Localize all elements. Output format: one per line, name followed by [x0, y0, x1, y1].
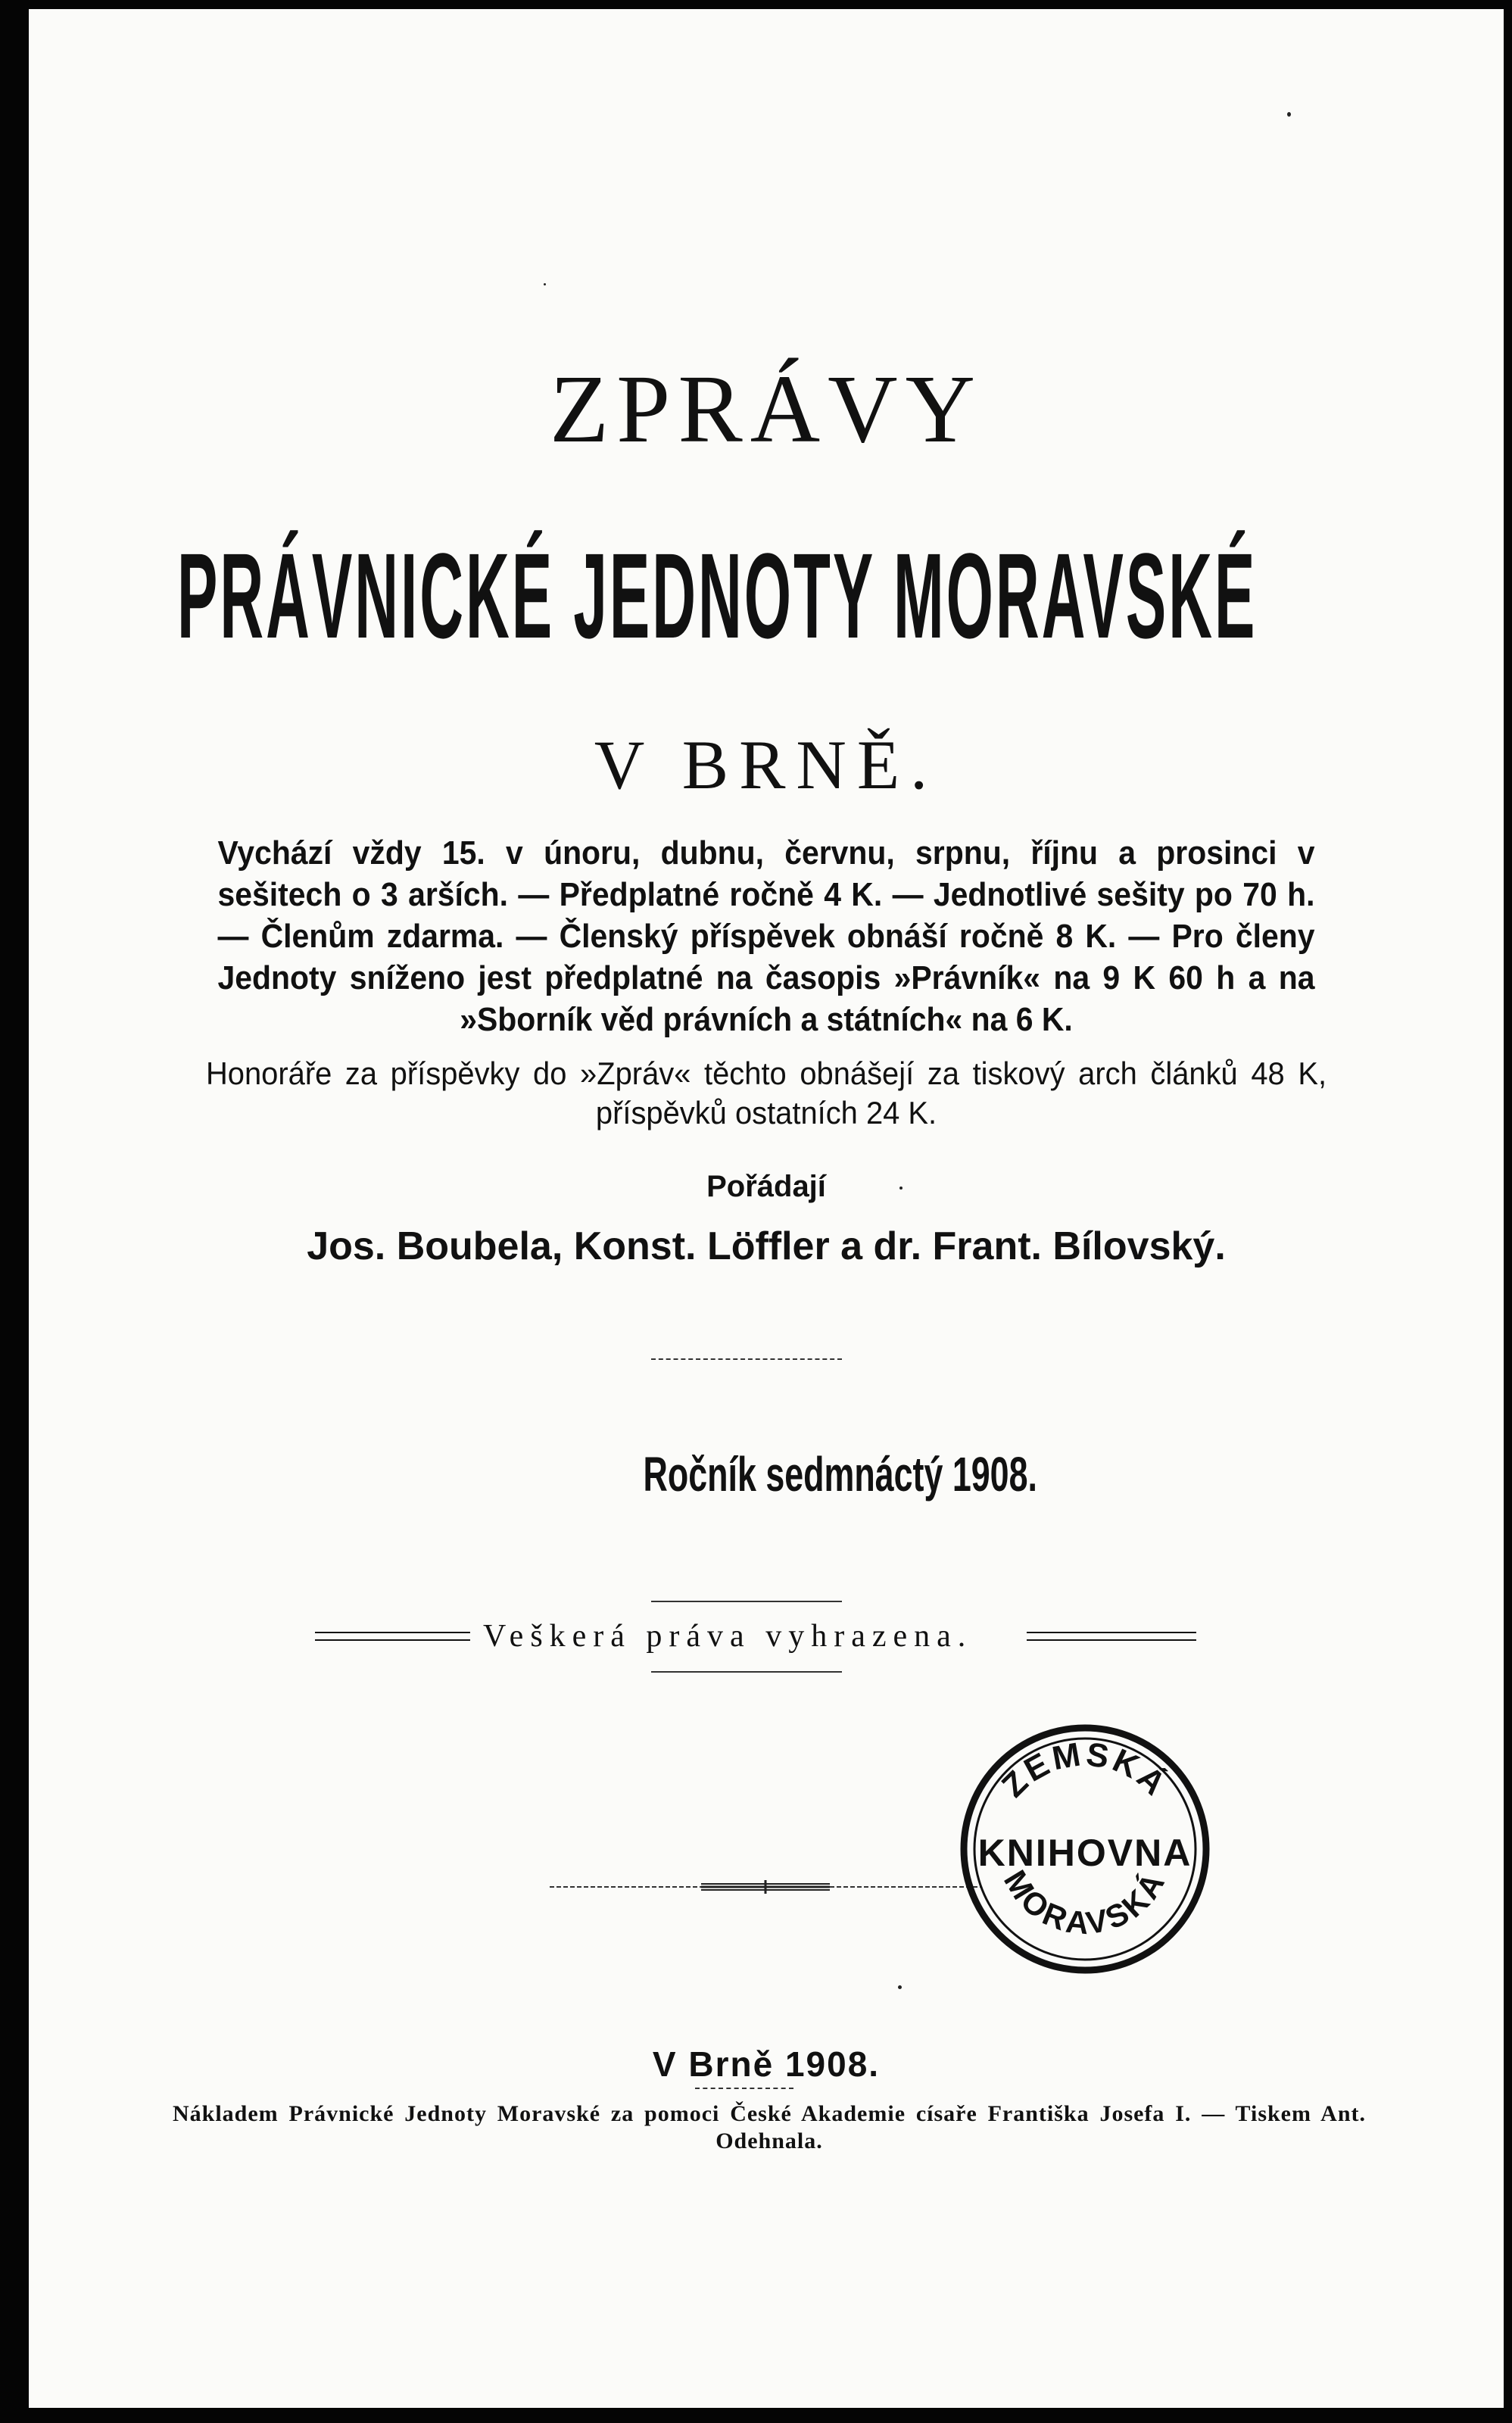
double-rule-left — [315, 1632, 470, 1641]
journal-subtitle — [177, 528, 1355, 663]
stamp-top-text: ZEMSKÁ — [994, 1735, 1175, 1805]
stamp-middle-text: KNIHOVNA — [977, 1832, 1192, 1874]
divider-rule — [651, 1601, 842, 1602]
speck — [544, 283, 546, 285]
journal-city: V BRNĚ. — [594, 726, 939, 803]
divider-rule — [651, 1358, 842, 1360]
title-page — [29, 9, 1504, 2408]
volume-text: Ročník sedmnáctý 1908. — [643, 1447, 1037, 1502]
double-rule-right — [1027, 1632, 1196, 1641]
divider-rule — [695, 2088, 793, 2089]
stamp-bottom-text: MORAVSKÁ — [996, 1863, 1173, 1941]
speck — [1287, 112, 1291, 117]
editors-names: Jos. Boubela, Konst. Löffler a dr. Frant. Bílovský. — [307, 1224, 1226, 1268]
ornament-rule — [550, 1876, 981, 1898]
divider-rule — [651, 1671, 842, 1673]
svg-text:MORAVSKÁ — [997, 1864, 1173, 1941]
speck — [899, 1187, 903, 1190]
subscription-paragraph: Vychází vždy 15. v únoru, dubnu, červnu, srpnu, říjnu a prosinci v sešitech o 3 arších. — Předplatné ročně 4 K. — Jednotlivé sešity po 70 h. — Členům zdarma. — Členský příspěvek obnáší ročně 8 K. — Pro členy Jednoty sníženo jest předplatné na časopis »Právník« na 9 K 60 h a na »Sborník věd právních a státních« na 6 K. — [217, 834, 1315, 1038]
fees-paragraph: Honoráře za příspěvky do »Zpráv« těchto obnášejí za tiskový arch článků 48 K, příspěvků ostatních 24 K. — [205, 1056, 1327, 1130]
imprint: Nákladem Právnické Jednoty Moravské za pomoci České Akademie císaře Františka Josefa I. — Tiskem Ant. Odehnala. — [173, 2101, 1366, 2153]
journal-subtitle-text: PRÁVNICKÉ JEDNOTY MORAVSKÉ — [177, 528, 1258, 663]
volume-line — [559, 1446, 1037, 1507]
editors-label: Pořádají — [706, 1170, 826, 1203]
library-stamp — [956, 1720, 1214, 1978]
journal-title: ZPRÁVY — [549, 355, 984, 463]
place-year: V Brně 1908. — [652, 2044, 881, 2084]
rights-notice: Veškerá práva vyhrazena. — [483, 1619, 973, 1654]
rights-row — [29, 1618, 1504, 1664]
speck — [898, 1985, 902, 1989]
